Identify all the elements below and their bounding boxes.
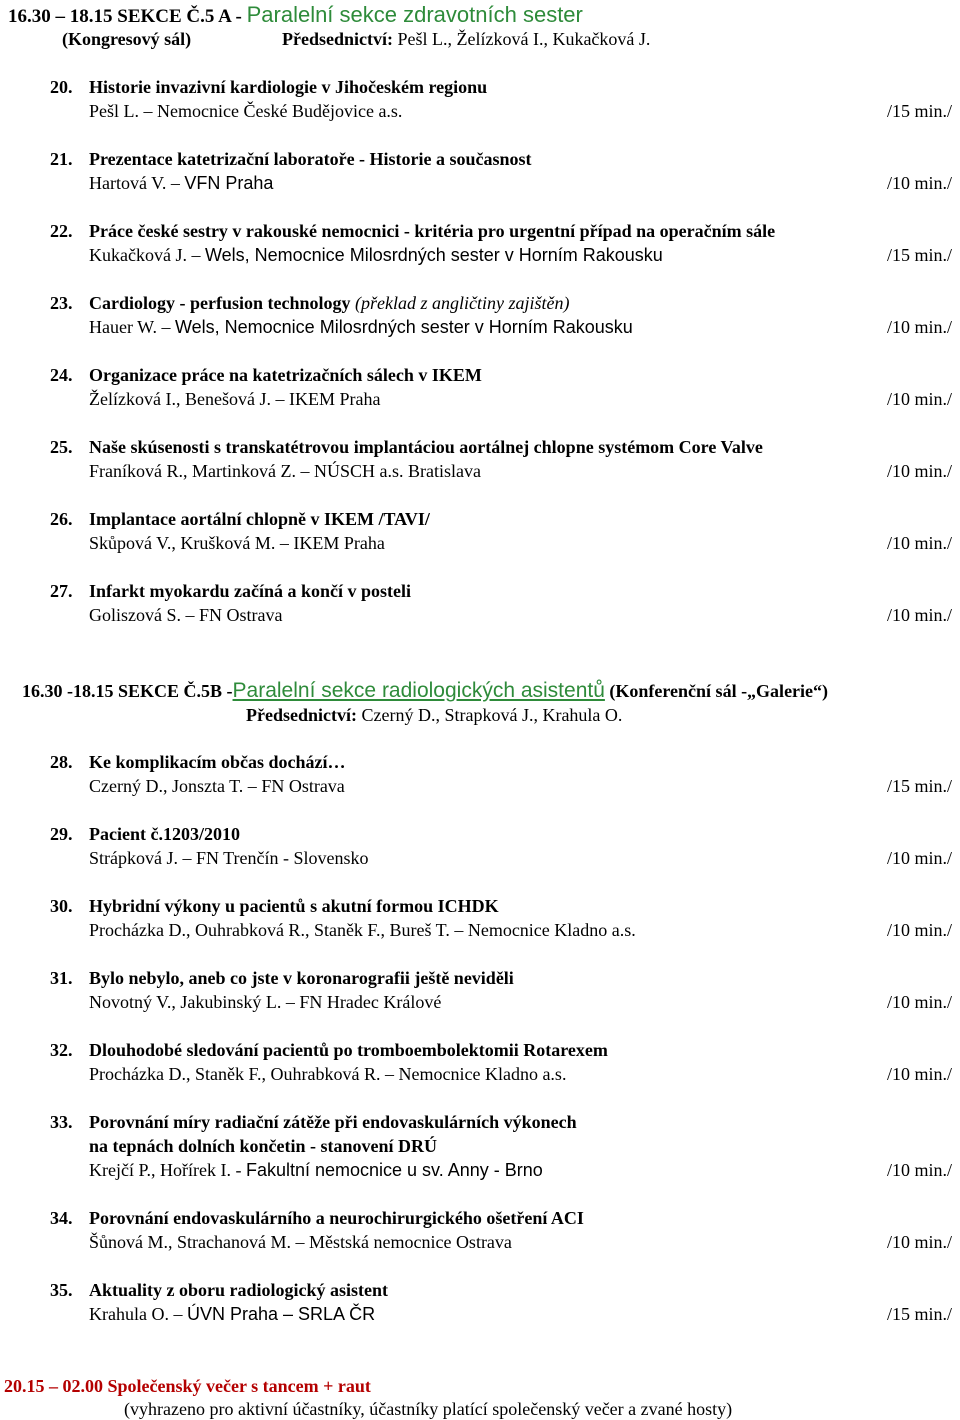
- item-institution: IKEM Praha: [288, 389, 381, 409]
- item-number: 27.: [50, 581, 73, 601]
- item-duration: /15 min./: [886, 245, 952, 265]
- section-a-title: Paralelní sekce zdravotních sester: [246, 2, 583, 27]
- item-author-names: Hauer W. –: [89, 317, 175, 337]
- item-number: 32.: [50, 1040, 73, 1060]
- item-institution: ÚVN Praha – SRLA ČR: [186, 1304, 376, 1324]
- item-duration: /10 min./: [886, 992, 952, 1012]
- item-duration: /15 min./: [886, 1304, 952, 1324]
- item-authors: [89, 849, 369, 867]
- item-number: 25.: [50, 437, 73, 457]
- item-authors: [89, 1305, 375, 1323]
- section-a-header: [8, 4, 583, 26]
- item-duration: /10 min./: [886, 1232, 952, 1252]
- item-institution: Nemocnice Kladno a.s.: [398, 1064, 567, 1084]
- item-authors: [89, 1233, 512, 1251]
- item-duration: /10 min./: [886, 317, 952, 337]
- item-author-names: Strápková J. –: [89, 848, 196, 868]
- item-authors: [89, 1161, 543, 1179]
- item-duration: /10 min./: [886, 389, 952, 409]
- item-title: Implantace aortální chlopně v IKEM /TAVI/: [89, 509, 430, 529]
- section-b-label: SEKCE Č.5B -: [113, 681, 233, 701]
- item-author-names: Hartová V. –: [89, 173, 185, 193]
- item-institution: IKEM Praha: [293, 533, 385, 553]
- item-number: 30.: [50, 896, 73, 916]
- item-title-continued: na tepnách dolních končetin - stanovení DRÚ: [89, 1136, 438, 1156]
- item-number: 20.: [50, 77, 73, 97]
- item-authors: [89, 1065, 566, 1083]
- item-author-names: Pešl L. –: [89, 101, 158, 121]
- item-title-note: (překlad z angličtiny zajištěn): [350, 293, 570, 313]
- item-authors: [89, 993, 441, 1011]
- item-institution: Wels, Nemocnice Milosrdných sester v Horním Rakousku: [174, 317, 633, 337]
- section-b-chairs-label: Předsednictví:: [246, 705, 357, 725]
- section-a-time: 16.30 – 18.15: [8, 6, 113, 27]
- section-b-header: [22, 680, 828, 701]
- item-authors: [89, 921, 636, 939]
- item-institution: FN Ostrava: [261, 776, 345, 796]
- item-title: Prezentace katetrizační laboratoře - Historie a současnost: [89, 149, 532, 169]
- item-authors: [89, 777, 345, 795]
- item-institution: FN Ostrava: [199, 605, 283, 625]
- item-number: 31.: [50, 968, 73, 988]
- item-author-names: Franíková R., Martinková Z. –: [89, 461, 314, 481]
- item-author-names: Krahula O. –: [89, 1304, 187, 1324]
- item-institution: Fakultní nemocnice u sv. Anny - Brno: [245, 1160, 543, 1180]
- item-author-names: Goliszová S. –: [89, 605, 199, 625]
- item-duration: /10 min./: [886, 461, 952, 481]
- item-title: Porovnání míry radiační zátěže při endovaskulárních výkonech: [89, 1112, 577, 1132]
- section-b-time: 16.30 -18.15: [22, 681, 114, 701]
- section-a-chairs-names: Pešl L., Želízková I., Kukačková J.: [392, 29, 651, 49]
- item-authors: [89, 318, 633, 336]
- item-author-names: Skůpová V., Krušková M. –: [89, 533, 294, 553]
- item-duration: /10 min./: [886, 173, 952, 193]
- item-institution: Městská nemocnice Ostrava: [308, 1232, 512, 1252]
- section-a-chairs-label: Předsednictví:: [282, 29, 393, 49]
- item-authors: [89, 462, 481, 480]
- item-author-names: Krejčí P., Hořírek I. -: [89, 1160, 246, 1180]
- footer-event: [4, 1377, 371, 1395]
- item-duration: /10 min./: [886, 920, 952, 940]
- item-number: 24.: [50, 365, 73, 385]
- section-a-label: SEKCE Č.5 A -: [112, 6, 247, 27]
- item-duration: /15 min./: [886, 101, 952, 121]
- item-title: Organizace práce na katetrizačních sálech v IKEM: [89, 365, 482, 385]
- item-authors: [89, 174, 273, 192]
- item-title: Aktuality z oboru radiologický asistent: [89, 1280, 389, 1300]
- item-title-text: Cardiology - perfusion technology: [89, 293, 351, 313]
- item-institution: Nemocnice České Budějovice a.s.: [157, 101, 403, 121]
- footer-note: (vyhrazeno pro aktivní účastníky, účastníky platící společenský večer a zvané hosty): [124, 1399, 733, 1419]
- section-b-title: Paralelní sekce radiologických asistentů: [232, 679, 605, 702]
- item-author-names: Procházka D., Ouhrabková R., Staněk F., Bureš T. –: [89, 920, 468, 940]
- footer-title: Společenský večer s tancem + raut: [103, 1376, 371, 1396]
- section-b-hall: (Konferenční sál -„Galerie“): [604, 681, 829, 701]
- item-number: 21.: [50, 149, 73, 169]
- section-a-hall: (Kongresový sál): [62, 29, 192, 49]
- section-b-chairs: [246, 706, 622, 724]
- item-title: Naše skúsenosti s transkatétrovou implantáciou aortálnej chlopne systémom Core Valve: [89, 437, 763, 457]
- item-title: Práce české sestry v rakouské nemocnici - kritéria pro urgentní případ na operačním sále: [89, 221, 776, 241]
- item-number: 33.: [50, 1112, 73, 1132]
- item-duration: /10 min./: [886, 848, 952, 868]
- item-title: Historie invazivní kardiologie v Jihočeském regionu: [89, 77, 488, 97]
- item-title: Infarkt myokardu začíná a končí v posteli: [89, 581, 412, 601]
- item-institution: FN Trenčín - Slovensko: [196, 848, 369, 868]
- item-duration: /10 min./: [886, 533, 952, 553]
- item-duration: /10 min./: [886, 1160, 952, 1180]
- item-author-names: Želízková I., Benešová J. –: [89, 389, 289, 409]
- item-title: [89, 294, 569, 312]
- item-number: 29.: [50, 824, 73, 844]
- item-number: 34.: [50, 1208, 73, 1228]
- item-number: 23.: [50, 293, 73, 313]
- item-authors: [89, 606, 283, 624]
- section-a-subheader: [62, 30, 191, 48]
- item-title: Bylo nebylo, aneb co jste v koronarografii ještě neviděli: [89, 968, 514, 988]
- item-duration: /10 min./: [886, 1064, 952, 1084]
- item-author-names: Procházka D., Staněk F., Ouhrabková R. –: [89, 1064, 399, 1084]
- item-duration: /15 min./: [886, 776, 952, 796]
- item-title: Pacient č.1203/2010: [89, 824, 240, 844]
- item-author-names: Šůnová M., Strachanová M. –: [89, 1232, 309, 1252]
- item-authors: [89, 102, 402, 120]
- item-author-names: Kukačková J. –: [89, 245, 205, 265]
- item-author-names: Czerný D., Jonszta T. –: [89, 776, 262, 796]
- item-number: 28.: [50, 752, 73, 772]
- item-number: 26.: [50, 509, 73, 529]
- item-number: 22.: [50, 221, 73, 241]
- section-a-chairs: [282, 30, 650, 48]
- item-title: Ke komplikacím občas dochází…: [89, 752, 346, 772]
- item-number: 35.: [50, 1280, 73, 1300]
- item-institution: NÚSCH a.s. Bratislava: [313, 461, 481, 481]
- item-title: Dlouhodobé sledování pacientů po tromboembolektomii Rotarexem: [89, 1040, 608, 1060]
- item-institution: VFN Praha: [184, 173, 274, 193]
- item-authors: [89, 534, 385, 552]
- item-author-names: Novotný V., Jakubinský L. –: [89, 992, 300, 1012]
- item-institution: Wels, Nemocnice Milosrdných sester v Horním Rakousku: [204, 245, 663, 265]
- item-institution: FN Hradec Králové: [299, 992, 442, 1012]
- item-title: Hybridní výkony u pacientů s akutní formou ICHDK: [89, 896, 499, 916]
- item-title: Porovnání endovaskulárního a neurochirurgického ošetření ACI: [89, 1208, 584, 1228]
- item-authors: [89, 390, 380, 408]
- item-authors: [89, 246, 663, 264]
- item-duration: /10 min./: [886, 605, 952, 625]
- footer-time: 20.15 – 02.00: [4, 1376, 103, 1396]
- item-institution: Nemocnice Kladno a.s.: [467, 920, 636, 940]
- section-b-chairs-names: Czerný D., Strapková J., Krahula O.: [356, 705, 623, 725]
